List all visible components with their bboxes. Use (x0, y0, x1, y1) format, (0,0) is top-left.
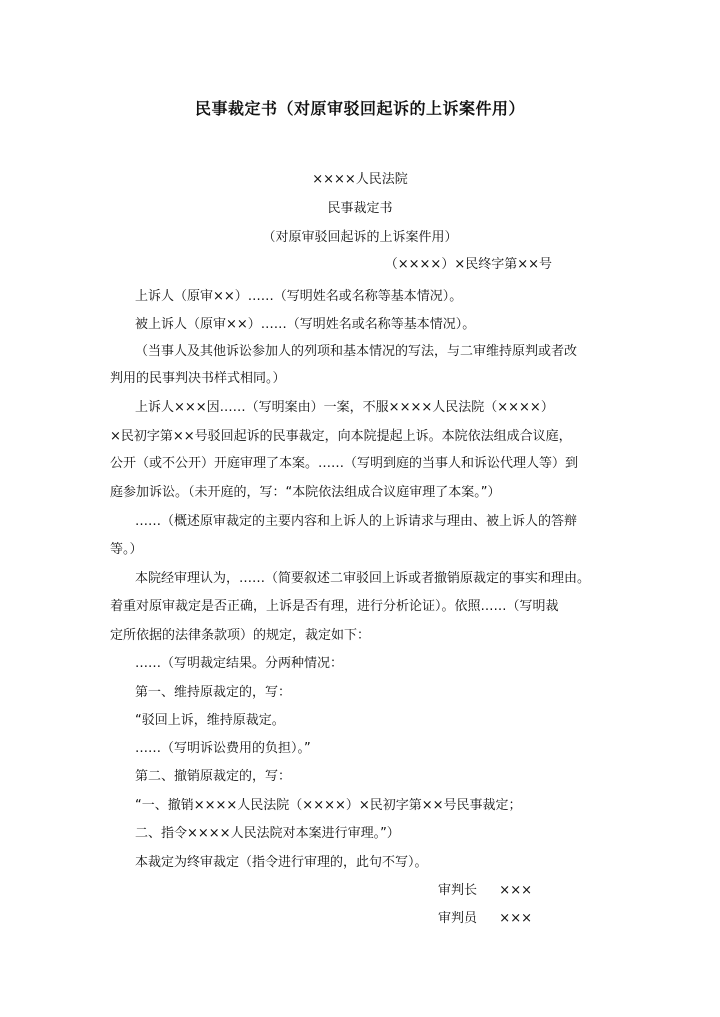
signature-judge (438, 907, 532, 926)
case-number: （××××）×民终字第××号 (384, 257, 552, 272)
body-line: 等。） (110, 542, 143, 557)
body-line: 本裁定为终审裁定（指令进行审理的，此句不写）。 (135, 855, 428, 870)
body-line: 公开（或不公开）开庭审理了本案。……（写明到庭的当事人和诉讼代理人等）到 (110, 456, 579, 471)
body-line: 定所依据的法律条款项）的规定，裁定如下： (110, 628, 371, 643)
body-line: 本院经审理认为，……（简要叙述二审驳回上诉或者撤销原裁定的事实和理由。 (135, 571, 591, 586)
body-line: ……（写明诉讼费用的负担）。” (135, 741, 311, 756)
body-line: 上诉人（原审××）……（写明姓名或名称等基本情况）。 (135, 289, 463, 304)
court-name: ××××人民法院 (312, 172, 408, 187)
document-title: 民事裁定书（对原审驳回起诉的上诉案件用） (194, 99, 525, 118)
body-line: ……（概述原审裁定的主要内容和上诉人的上诉请求与理由、被上诉人的答辩 (135, 514, 578, 529)
signature-role: 审判员 (438, 911, 478, 926)
body-line: 庭参加诉讼。（未开庭的，写：“本院依法组成合议庭审理了本案。”） (110, 485, 501, 500)
body-line: ……（写明裁定结果。分两种情况： (135, 656, 344, 671)
body-line: 第二、撤销原裁定的，写： (135, 769, 292, 784)
signature-name: ××× (499, 883, 532, 898)
body-line: “驳回上诉，维持原裁定。 (135, 713, 285, 728)
body-line: 二、指令××××人民法院对本案进行审理。”） (135, 826, 400, 841)
signature-name: ××× (499, 911, 532, 926)
document-name: 民事裁定书 (327, 201, 393, 216)
body-line: （当事人及其他诉讼参加人的列项和基本情况的写法，与二审维持原判或者改 (135, 344, 578, 359)
document-subtitle: （对原审驳回起诉的上诉案件用） (262, 230, 458, 245)
body-line: “一、撤销××××人民法院（××××）×民初字第××号民事裁定； (135, 798, 522, 813)
body-line: 第一、维持原裁定的，写： (135, 685, 292, 700)
body-line: 判用的民事判决书样式相同。） (110, 371, 286, 386)
body-line: 被上诉人（原审××）……（写明姓名或名称等基本情况）。 (135, 317, 476, 332)
body-line: ×民初字第××号驳回起诉的民事裁定，向本院提起上诉。本院依法组成合议庭， (110, 429, 572, 444)
body-line: 着重对原审裁定是否正确，上诉是否有理，进行分析论证）。依照……（写明裁 (110, 599, 559, 614)
signature-chief-judge (438, 879, 532, 898)
body-line: 上诉人×××因……（写明案由）一案，不服××××人民法院（××××） (135, 400, 554, 415)
signature-role: 审判长 (438, 883, 478, 898)
